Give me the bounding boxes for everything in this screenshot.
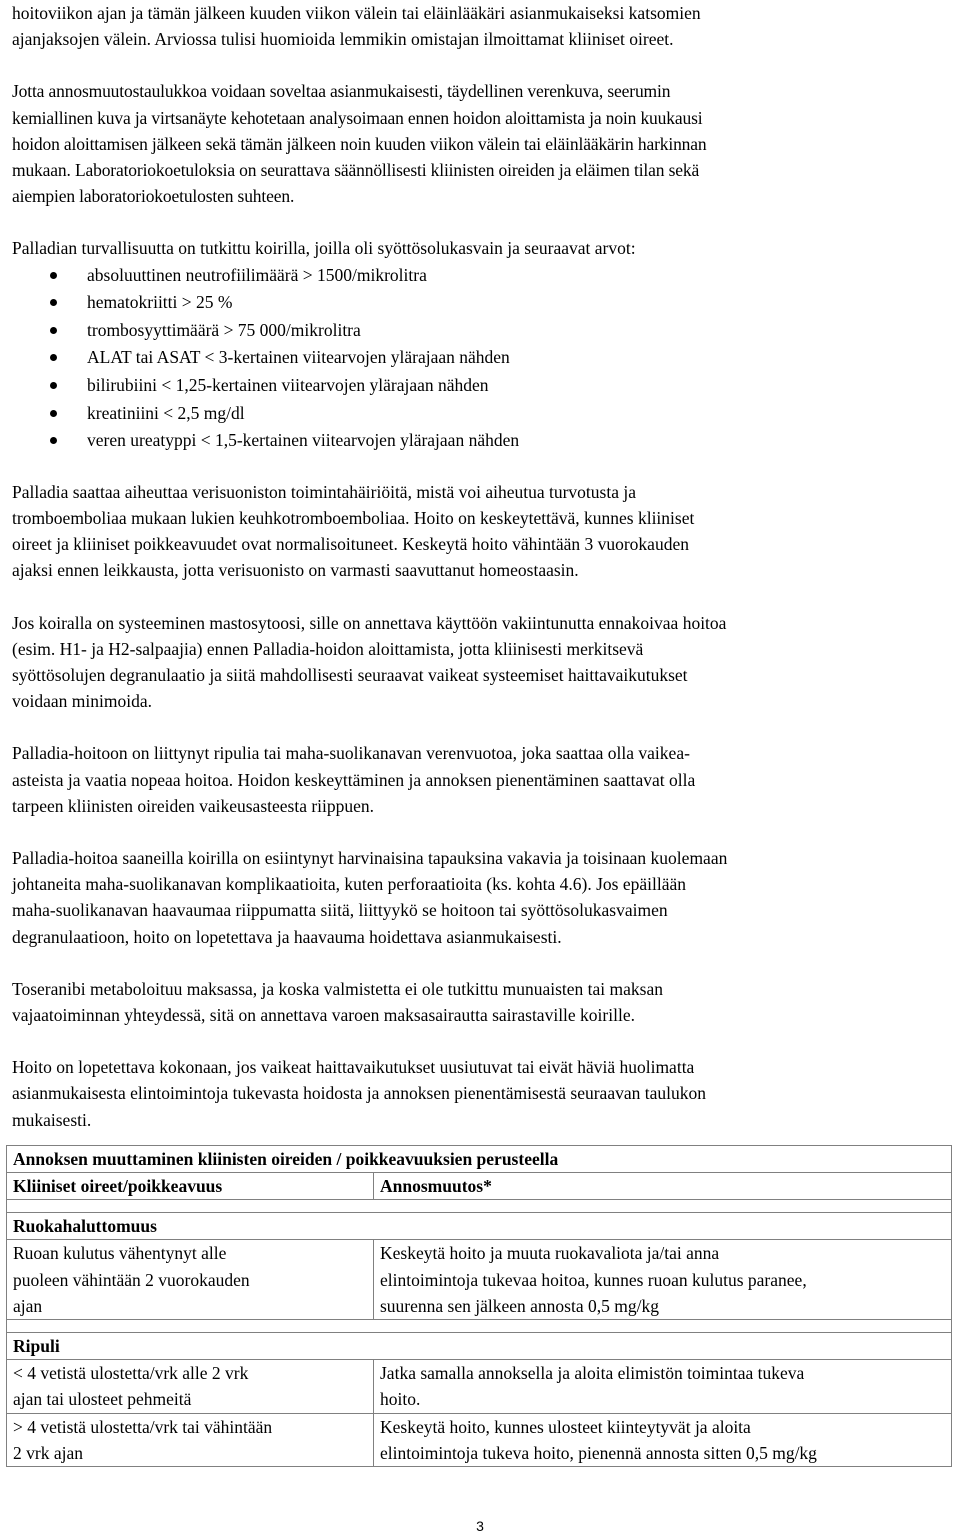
text-line: kemiallinen kuva ja virtsanäyte kehotetaan analysoimaan ennen hoidon aloittamista ja noin kuukausi [12,107,703,128]
cell-anorexia-sign [7,1240,374,1320]
cell-text: Ruoan kulutus vähentynyt alle [13,1243,227,1264]
text-line: syöttösolujen degranulaatio ja siitä mahdollisesti seuraavat vaikeat systeemiset haittavaikutukset [12,665,688,685]
safety-values-list [12,262,948,455]
table-section-row [7,1213,952,1240]
list-item [12,400,948,428]
list-item-text: veren ureatyppi < 1,5-kertainen viitearvojen ylärajaan nähden [87,430,520,451]
text-line: degranulaatioon, hoito on lopetettava ja haavauma hoidettava asianmukaisesti. [12,926,562,947]
bullet-icon [50,327,57,334]
bullet-icon [50,354,57,361]
text-line: tromboemboliaa mukaan lukien keuhkotromboemboliaa. Hoito on keskeytettävä, kunnes kliiniset [12,507,695,528]
text-line: Palladia saattaa aiheuttaa verisuoniston toimintahäiriöitä, mistä voi aiheutua turvotusta ja [12,481,636,502]
cell-text: hoito. [380,1389,421,1410]
cell-text: Keskeytä hoito, kunnes ulosteet kiinteytyvät ja aloita [380,1416,751,1437]
table-spacer-row [7,1320,952,1333]
cell-text: suurenna sen jälkeen annosta 0,5 mg/kg [380,1295,659,1316]
text-line: mukaisesti. [12,1109,92,1130]
text-line: aiempien laboratoriokoetulosten suhteen. [12,186,295,207]
dose-adjustment-table [6,1145,952,1467]
text-line: vajaatoiminnan yhteydessä, sitä on annettava varoen maksasairautta sairastaville koirille. [12,1005,635,1026]
paragraph-safety-intro [12,235,948,261]
text-line: hoitoviikon ajan ja tämän jälkeen kuuden viikon välein tai eläinlääkäri asianmukaiseksi katsomien [12,3,701,23]
paragraph-diarrhea [12,740,948,819]
paragraph-lab-tests [12,78,948,209]
column-header-signs: Kliiniset oireet/poikkeavuus [7,1173,374,1200]
list-item [12,289,948,317]
list-item-text: kreatiniini < 2,5 mg/dl [87,402,245,423]
cell-text: Keskeytä hoito ja muuta ruokavaliota ja/tai anna [380,1243,720,1264]
text-line: Toseranibi metaboloituu maksassa, ja koska valmistetta ei ole tutkittu munuaisten tai maksan [12,978,663,999]
cell-text: ajan [13,1295,43,1316]
table-spacer-cell [7,1320,952,1333]
text-line: asianmukaisesta elintoimintoja tukevasta hoidosta ja annoksen pienentämisestä seuraavan taulukon [12,1083,706,1104]
list-item-text: absoluuttinen neutrofiilimäärä > 1500/mikrolitra [87,264,427,285]
cell-text: > 4 vetistä ulostetta/vrk tai vähintään [13,1416,273,1437]
document-page [12,0,948,1467]
text-line: Jos koiralla on systeeminen mastosytoosi, sille on annettava käyttöön vakiintunutta ennakoivaa hoitoa [12,612,727,633]
list-item-text: hematokriitti > 25 % [87,292,233,313]
paragraph-monitoring-intro [12,0,948,52]
table-header-row [7,1173,952,1200]
bullet-icon [50,299,57,306]
paragraph-discontinue [12,1054,948,1133]
column-header-dose: Annosmuutos* [374,1173,952,1200]
table-row [7,1360,952,1413]
cell-text: puoleen vähintään 2 vuorokauden [13,1269,250,1290]
cell-text: elintoimintoja tukeva hoito, pienennä annosta sitten 0,5 mg/kg [380,1442,817,1463]
cell-diarrhea-severe-dose [374,1413,952,1466]
bullet-icon [50,437,57,444]
cell-diarrhea-mild-dose [374,1360,952,1413]
text-line: mukaan. Laboratoriokoetuloksia on seurattava säännöllisesti kliinisten oireiden ja eläimen tilan sekä [12,160,700,181]
paragraph-gi-complications [12,845,948,950]
table-row [7,1413,952,1466]
cell-diarrhea-mild-sign [7,1360,374,1413]
page-number: 3 [476,1518,484,1534]
text-line: ajaksi ennen leikkausta, jotta verisuonisto on varmasti saavuttanut homeostaasin. [12,560,579,581]
list-item-text: bilirubiini < 1,25-kertainen viitearvojen ylärajaan nähden [87,375,489,395]
bullet-icon [50,382,57,389]
text-line: asteista ja vaatia nopeaa hoitoa. Hoidon keskeyttäminen ja annoksen pienentäminen saattavat olla [12,769,696,790]
text-line: (esim. H1- ja H2-salpaajia) ennen Palladia-hoidon aloittamista, jotta kliinisesti merkitsevä [12,638,644,659]
list-item [12,372,948,400]
text-line: ajanjaksojen välein. Arviossa tulisi huomioida lemmikin omistajan ilmoittamat kliiniset oireet. [12,29,674,50]
cell-text: 2 vrk ajan [13,1442,83,1463]
paragraph-mastocytosis [12,610,948,715]
text-line: hoidon aloittamisen jälkeen sekä tämän jälkeen noin kuuden viikon välein tai eläinlääkärin harkinnan [12,133,707,154]
table-section-row [7,1333,952,1360]
paragraph-vascular [12,479,948,584]
cell-text: Jatka samalla annoksella ja aloita elimistön toimintaa tukeva [380,1363,805,1384]
text-line: oireet ja kliiniset poikkeavuudet ovat normalisoituneet. Keskeytä hoito vähintään 3 vuorokauden [12,534,689,555]
paragraph-liver [12,976,948,1028]
list-item [12,344,948,372]
list-item [12,427,948,455]
text-line: Palladian turvallisuutta on tutkittu koirilla, joilla oli syöttösolukasvain ja seuraavat arvot: [12,238,636,259]
cell-anorexia-dose [374,1240,952,1320]
table-spacer-cell [7,1200,952,1213]
cell-diarrhea-severe-sign [7,1413,374,1466]
section-anorexia: Ruokahaluttomuus [7,1213,952,1240]
text-line: Palladia-hoitoa saaneilla koirilla on esiintynyt harvinaisina tapauksina vakavia ja toisinaan kuolemaan [12,848,728,869]
text-line: maha-suolikanavan haavaumaa riippumatta siitä, liittyykö se hoitoon tai syöttösolukasvaimen [12,900,668,921]
list-item [12,262,948,290]
cell-text: elintoimintoja tukevaa hoitoa, kunnes ruoan kulutus paranee, [380,1269,807,1290]
text-line: Jotta annosmuutostaulukkoa voidaan soveltaa asianmukaisesti, täydellinen verenkuva, seerumin [12,81,671,102]
text-line: tarpeen kliinisten oireiden vaikeusasteesta riippuen. [12,795,375,816]
list-item [12,317,948,345]
table-title: Annoksen muuttaminen kliinisten oireiden / poikkeavuuksien perusteella [7,1145,952,1172]
section-diarrhea: Ripuli [7,1333,952,1360]
list-item-text: ALAT tai ASAT < 3-kertainen viitearvojen ylärajaan nähden [87,347,510,368]
text-line: johtaneita maha-suolikanavan komplikaatioita, kuten perforaatioita (ks. kohta 4.6). Jos epäillään [12,874,687,895]
bullet-icon [50,272,57,279]
text-line: voidaan minimoida. [12,691,152,712]
text-line: Hoito on lopetettava kokonaan, jos vaikeat haittavaikutukset uusiutuvat tai eivät häviä huolimatta [12,1057,695,1078]
table-spacer-row [7,1200,952,1213]
table-row [7,1240,952,1320]
text-line: Palladia-hoitoon on liittynyt ripulia tai maha-suolikanavan verenvuotoa, joka saattaa olla vaikea- [12,743,690,764]
cell-text: ajan tai ulosteet pehmeitä [13,1389,192,1410]
bullet-icon [50,410,57,417]
table-title-row [7,1145,952,1172]
list-item-text: trombosyyttimäärä > 75 000/mikrolitra [87,319,361,340]
cell-text: < 4 vetistä ulostetta/vrk alle 2 vrk [13,1363,249,1384]
